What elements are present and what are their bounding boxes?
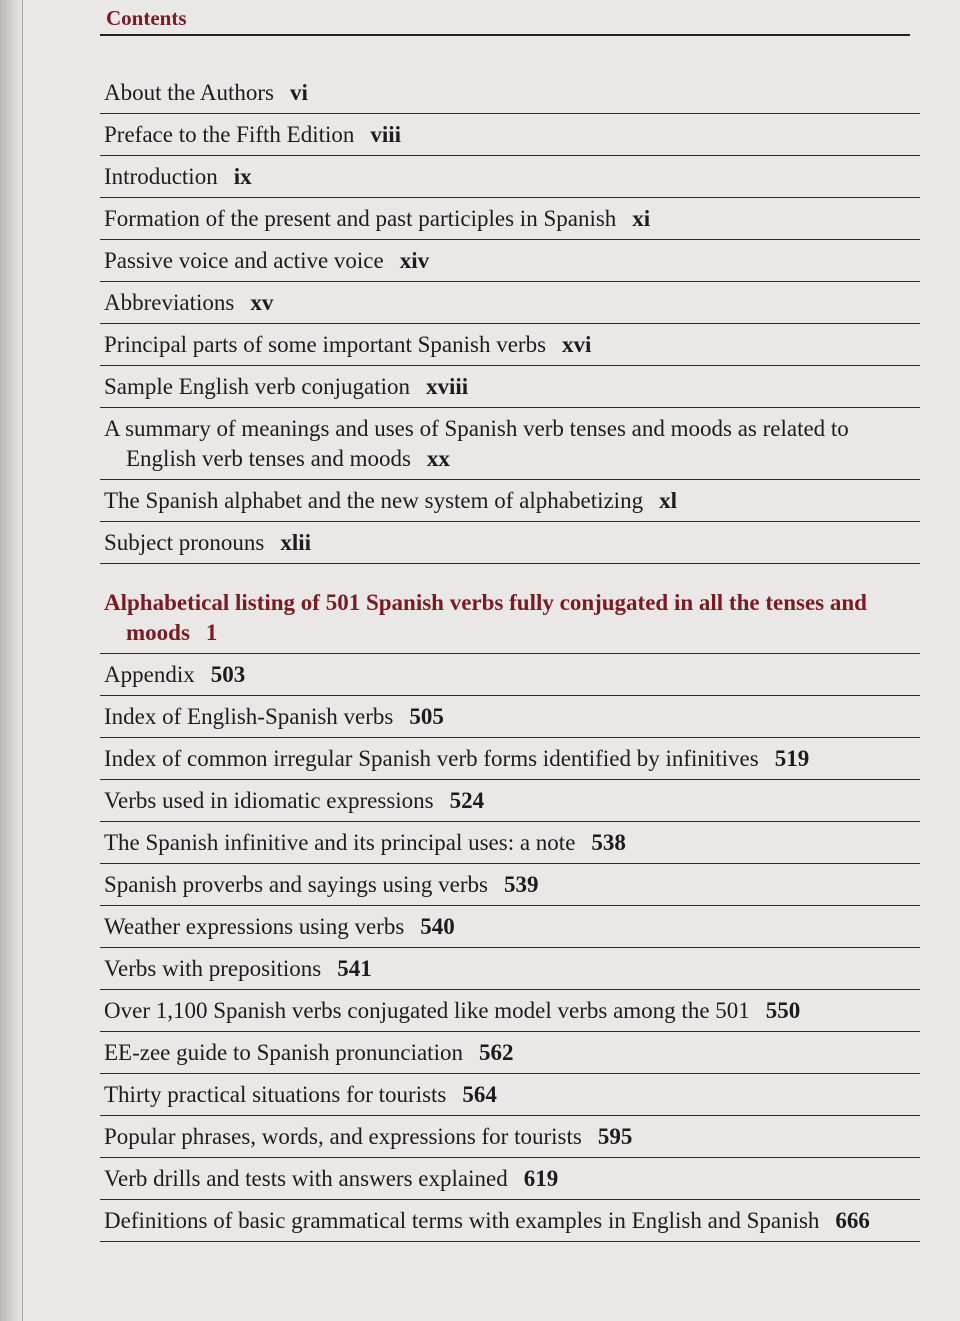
toc-entry (100, 990, 920, 1032)
contents-page (100, 6, 920, 1242)
entry-page: viii (370, 122, 402, 147)
toc-entry (100, 114, 920, 156)
entry-title: A summary of meanings and uses of Spanish verb tenses and moods as related to English verb tenses and moods (104, 416, 849, 471)
entry-page: xi (632, 206, 651, 231)
entry-page: xvi (562, 332, 592, 357)
entry-page: xl (659, 488, 677, 513)
book-gutter-shadow (0, 0, 22, 1321)
entry-page: 562 (478, 1040, 514, 1065)
page-title: Contents (100, 6, 910, 36)
toc-entry (100, 654, 920, 696)
entry-page: 505 (409, 704, 444, 729)
toc-entry (100, 324, 920, 366)
entry-page: vi (289, 80, 308, 105)
entry-title: Index of English-Spanish verbs (104, 704, 394, 729)
toc-entry (100, 864, 920, 906)
entry-page: 1 (205, 620, 218, 645)
entry-title: The Spanish alphabet and the new system of alphabetizing (104, 488, 644, 513)
toc-entry (100, 156, 920, 198)
entry-title: Abbreviations (104, 290, 235, 315)
entry-page: 550 (765, 998, 801, 1023)
entry-page: 503 (210, 662, 246, 687)
entry-page: xiv (399, 248, 430, 273)
entry-title: Definitions of basic grammatical terms with examples in English and Spanish (104, 1208, 820, 1233)
entry-title: Popular phrases, words, and expressions for tourists (104, 1124, 582, 1149)
entry-page: 524 (449, 788, 485, 813)
page-edge (22, 0, 23, 1321)
entry-title: Appendix (104, 662, 195, 687)
toc-list (100, 72, 920, 1242)
entry-title: Subject pronouns (104, 530, 265, 555)
entry-title: The Spanish infinitive and its principal uses: a note (104, 830, 576, 855)
entry-page: 666 (835, 1208, 870, 1233)
entry-page: 519 (774, 746, 810, 771)
entry-title: Passive voice and active voice (104, 248, 384, 273)
toc-entry (100, 522, 920, 564)
toc-entry (100, 240, 920, 282)
entry-page: 564 (462, 1082, 497, 1107)
entry-page: 595 (597, 1124, 633, 1149)
entry-title: Introduction (104, 164, 218, 189)
entry-title: Index of common irregular Spanish verb forms identified by infinitives (104, 746, 759, 771)
entry-page: 539 (503, 872, 539, 897)
toc-entry (100, 198, 920, 240)
toc-entry (100, 948, 920, 990)
toc-entry (100, 1074, 920, 1116)
toc-entry (100, 906, 920, 948)
toc-entry (100, 480, 920, 522)
entry-page: xlii (280, 530, 312, 555)
entry-page: xviii (425, 374, 469, 399)
toc-section-heading (100, 582, 920, 654)
entry-page: ix (233, 164, 252, 189)
entry-title: Spanish proverbs and sayings using verbs (104, 872, 488, 897)
entry-title: Preface to the Fifth Edition (104, 122, 355, 147)
entry-title: Verbs used in idiomatic expressions (104, 788, 434, 813)
toc-entry (100, 738, 920, 780)
entry-page: xv (250, 290, 274, 315)
entry-title: Verb drills and tests with answers explained (104, 1166, 508, 1191)
entry-page: 541 (337, 956, 372, 981)
toc-entry (100, 366, 920, 408)
entry-page: xx (426, 446, 450, 471)
entry-page: 540 (420, 914, 455, 939)
entry-title: Thirty practical situations for tourists (104, 1082, 447, 1107)
toc-entry (100, 1158, 920, 1200)
toc-entry (100, 1032, 920, 1074)
toc-entry (100, 282, 920, 324)
entry-title: Weather expressions using verbs (104, 914, 405, 939)
entry-page: 619 (523, 1166, 559, 1191)
entry-title: EE-zee guide to Spanish pronunciation (104, 1040, 463, 1065)
toc-entry (100, 696, 920, 738)
entry-title: Alphabetical listing of 501 Spanish verbs fully conjugated in all the tenses and moods (104, 590, 867, 645)
toc-entry (100, 408, 920, 480)
toc-entry (100, 1200, 920, 1242)
entry-title: Formation of the present and past participles in Spanish (104, 206, 617, 231)
entry-title: Sample English verb conjugation (104, 374, 410, 399)
entry-title: Verbs with prepositions (104, 956, 322, 981)
entry-title: Over 1,100 Spanish verbs conjugated like model verbs among the 501 (104, 998, 750, 1023)
toc-entry (100, 72, 920, 114)
entry-page: 538 (591, 830, 626, 855)
toc-entry (100, 780, 920, 822)
entry-title: About the Authors (104, 80, 274, 105)
toc-entry (100, 1116, 920, 1158)
toc-entry (100, 822, 920, 864)
entry-title: Principal parts of some important Spanish verbs (104, 332, 547, 357)
